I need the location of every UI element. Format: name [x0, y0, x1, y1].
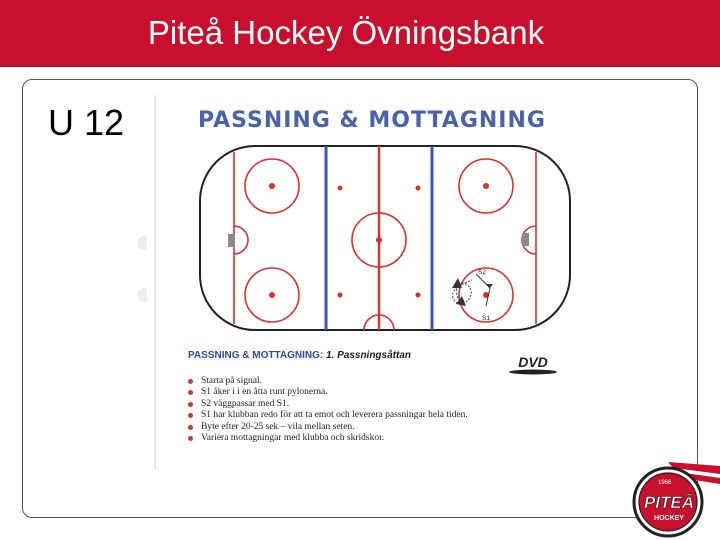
neutral-dot	[416, 293, 421, 298]
rink-diagram	[190, 138, 580, 338]
dvd-disc-mark	[509, 370, 557, 375]
goal-left	[228, 234, 235, 247]
logo-sub: HOCKEY	[654, 515, 684, 522]
exercise-heading: PASSNING & MOTTAGNING	[198, 108, 546, 133]
faceoff-dot	[269, 292, 275, 298]
faceoff-dot	[269, 183, 275, 189]
player-label-s1: S1	[482, 315, 490, 322]
dvd-label: DVD	[518, 354, 548, 370]
logo-name: PITEÅ	[643, 493, 695, 512]
logo-year: 1966	[658, 480, 672, 486]
binder-tab	[137, 288, 147, 302]
goal-right	[522, 233, 529, 246]
drill-title-prefix: PASSNING & MOTTAGNING:	[188, 350, 324, 361]
age-level-label: U 12	[48, 102, 125, 143]
neutral-dot	[416, 186, 421, 191]
instruction-item: Starta på signal.	[186, 376, 468, 387]
instruction-item: S1 har klubban redo för att ta emot och leverera passningar hela tiden.	[186, 410, 468, 421]
page-title: Piteå Hockey Övningsbank	[147, 14, 545, 51]
instruction-item: Variera mottagningar med klubba och skridskor.	[186, 433, 468, 444]
instruction-item: S2 väggpassar med S1.	[186, 399, 468, 410]
scan-edge	[154, 95, 156, 470]
drill-title-name: 1. Passningsåttan	[325, 350, 411, 361]
drill-title	[188, 350, 411, 361]
player-label-s2: S2	[478, 269, 486, 276]
binder-tab	[137, 236, 147, 250]
neutral-dot	[338, 293, 343, 298]
pitea-hockey-logo	[628, 458, 720, 540]
rink-boards	[200, 146, 570, 330]
neutral-dot	[338, 186, 343, 191]
instruction-list	[186, 376, 468, 444]
center-dot	[376, 237, 382, 243]
instruction-item: Byte efter 20-25 sek – vila mellan seten.	[186, 422, 468, 433]
title-bar	[0, 0, 720, 67]
faceoff-dot	[483, 183, 489, 189]
instruction-item: S1 åker i i en åtta runt pylonerna.	[186, 387, 468, 398]
dvd-icon	[506, 352, 560, 376]
